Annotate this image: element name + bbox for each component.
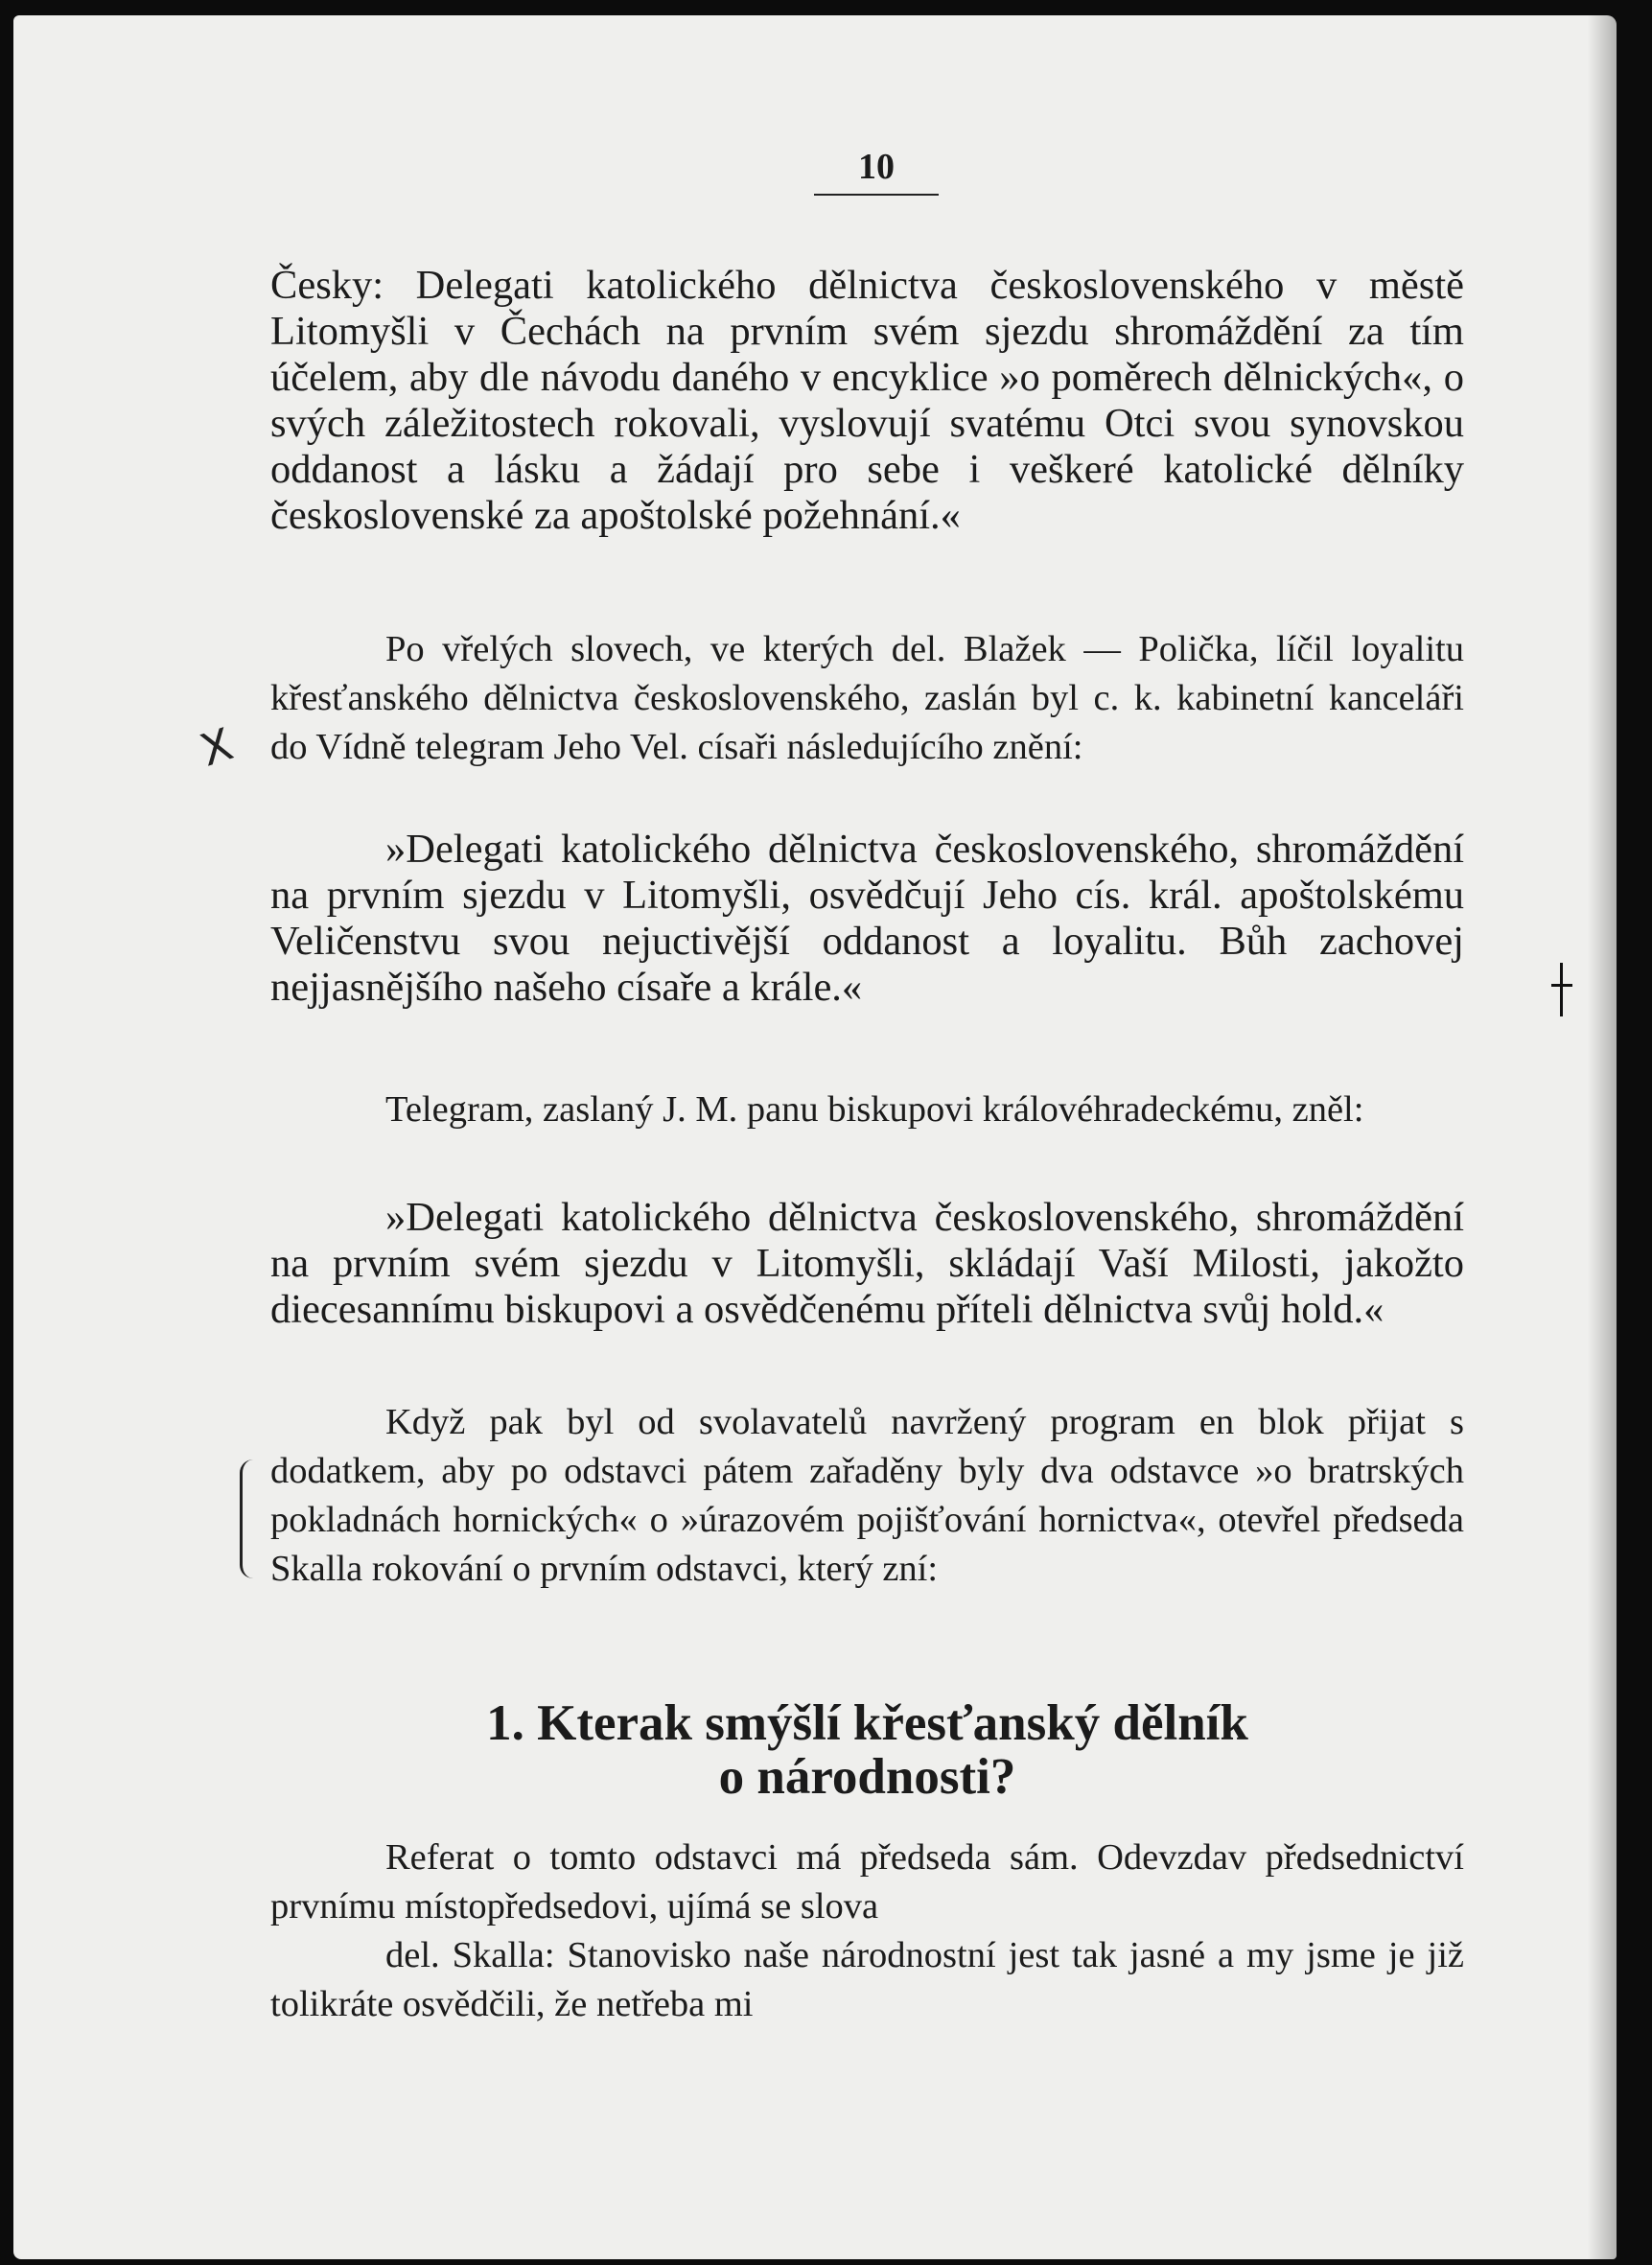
paragraph-program-adopted: Když pak byl od svolavatelů navržený program en blok přijat s dodatkem, aby po odstavci pátem zařaděny byly dva odstavce »o bratrských pokladnách hornických« o »úrazovém pojišťování hornictva«, otevřel předseda Skalla rokování o prvním odstavci, který zní: <box>270 1402 1464 1589</box>
section-heading-line-2: o národnosti? <box>718 1749 1016 1805</box>
edge-tick-mark <box>1560 963 1580 1016</box>
paragraph-czech-resolution: Česky: Delegati katolického dělnictva československého v městě Litomyšli v Čechách na prvním svém sjezdu shromáždění za tím účelem, aby dle návodu daného v encyklice »o poměrech dělnických«, o svých záležitostech rokovali, vyslovují svatému Otci svou synovskou oddanost a lásku a žádají pro sebe i veškeré katolické dělníky československé za apoštolské požehnání.« <box>270 263 1464 538</box>
paragraph-skalla-speech: del. Skalla: Stanovisko naše národnostní jest tak jasné a my jsme je již tolikráte osvědčili, že netřeba mi <box>270 1935 1464 2024</box>
page-number: 10 <box>814 146 939 196</box>
margin-bracket-mark <box>240 1459 262 1578</box>
paragraph-telegram-bishop: »Delegati katolického dělnictva československého, shromáždění na prvním svém sjezdu v Litomyšli, skládají Vaší Milosti, jakožto diecesannímu biskupovi a osvědčenému příteli dělnictva svůj hold.« <box>270 1195 1464 1332</box>
section-heading-line-1: 1. Kterak smýšlí křesťanský dělník <box>486 1695 1248 1751</box>
scanned-page <box>13 15 1617 2259</box>
paragraph-telegram-intro: Po vřelých slovech, ve kterých del. Blažek — Polička, líčil loyalitu křesťanského dělnictva československého, zaslán byl c. k. kabinetní kanceláři do Vídně telegram Jeho Vel. císaři následujícího znění: <box>270 629 1464 767</box>
section-heading <box>270 1696 1464 1804</box>
page-edge-shadow <box>1588 15 1617 2259</box>
paragraph-referat: Referat o tomto odstavci má předseda sám. Odevzdav předsednictví prvnímu místopředsedovi, ujímá se slova <box>270 1837 1464 1926</box>
paragraph-telegram-emperor: »Delegati katolického dělnictva československého, shromáždění na prvním sjezdu v Litomyšli, osvědčují Jeho cís. král. apoštolskému Veličenstvu svou nejuctivější oddanost a loyalitu. Bůh zachovej nejjasnějšího našeho císaře a krále.« <box>270 827 1464 1010</box>
paragraph-telegram-bishop-intro: Telegram, zaslaný J. M. panu biskupovi královéhradeckému, zněl: <box>385 1089 1364 1130</box>
margin-x-mark: X <box>194 717 240 777</box>
